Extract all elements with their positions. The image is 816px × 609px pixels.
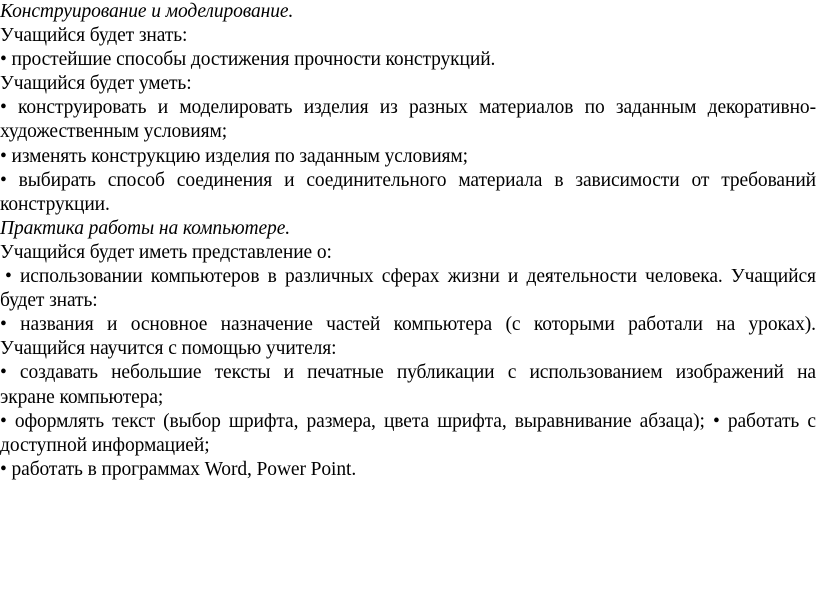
word: способ bbox=[107, 169, 165, 191]
heading-construction: Конструирование и моделирование. bbox=[0, 1, 294, 22]
word: и bbox=[507, 266, 519, 288]
word: основное bbox=[130, 314, 208, 336]
word: жизни bbox=[447, 266, 500, 288]
word: абзаца); bbox=[639, 410, 705, 432]
word: использованием bbox=[529, 362, 663, 384]
text-line: доступной информацией; bbox=[0, 434, 210, 456]
word: • bbox=[0, 97, 7, 119]
bullet-line bbox=[0, 265, 816, 289]
word: и bbox=[283, 362, 294, 384]
word: шрифта, bbox=[228, 410, 299, 432]
word: соединения bbox=[176, 169, 273, 191]
text-line: экране компьютера; bbox=[0, 386, 164, 408]
word: компьютера bbox=[393, 314, 493, 336]
word: • bbox=[0, 362, 7, 384]
word: разных bbox=[409, 97, 468, 119]
word: текст bbox=[112, 410, 156, 432]
word: от bbox=[691, 169, 710, 191]
word: изделия bbox=[303, 97, 369, 119]
word: размера, bbox=[306, 410, 376, 432]
heading-computer-practice: Практика работы на компьютере. bbox=[0, 217, 291, 239]
text-line: Учащийся научится с помощью учителя: bbox=[0, 338, 337, 360]
bullet-line bbox=[0, 361, 816, 385]
word: сферах bbox=[381, 266, 440, 288]
word: в bbox=[267, 266, 277, 288]
word: небольшие bbox=[111, 362, 202, 384]
word: оформлять bbox=[14, 410, 105, 432]
word: уроках). bbox=[748, 314, 816, 336]
word: конструировать bbox=[18, 97, 147, 119]
word: заданным bbox=[615, 97, 697, 119]
word: деятельности bbox=[526, 266, 637, 288]
word: работать bbox=[727, 410, 800, 432]
word: выбирать bbox=[18, 169, 96, 191]
word: и bbox=[106, 314, 118, 336]
bullet-line: • простейшие способы достижения прочности конструкций. bbox=[0, 49, 496, 71]
word: использовании bbox=[19, 266, 143, 288]
bullet-line bbox=[0, 410, 816, 434]
word: выравнивание bbox=[514, 410, 632, 432]
word: и bbox=[157, 97, 169, 119]
word: • bbox=[0, 410, 7, 432]
word: на bbox=[797, 362, 816, 384]
word: шрифта, bbox=[437, 410, 507, 432]
word: • bbox=[0, 314, 7, 336]
word: • bbox=[5, 266, 12, 288]
word: • bbox=[712, 410, 720, 432]
word: с bbox=[507, 362, 517, 384]
bullet-line bbox=[0, 313, 816, 337]
text-line: конструкции. bbox=[0, 193, 110, 215]
word: зависимости bbox=[575, 169, 680, 191]
word: компьютеров bbox=[150, 266, 260, 288]
word: из bbox=[379, 97, 398, 119]
word: цвета bbox=[383, 410, 430, 432]
word: названия bbox=[20, 314, 94, 336]
word: материала bbox=[458, 169, 543, 191]
text-line: художественным условиям; bbox=[0, 121, 228, 143]
word: материалов bbox=[479, 97, 574, 119]
word: на bbox=[716, 314, 736, 336]
word: в bbox=[554, 169, 564, 191]
word: назначение bbox=[220, 314, 313, 336]
text-line: Учащийся будет иметь представление о: bbox=[0, 241, 332, 263]
word: Учащийся bbox=[730, 266, 816, 288]
word: печатные bbox=[307, 362, 384, 384]
word: создавать bbox=[19, 362, 98, 384]
word: моделировать bbox=[179, 97, 293, 119]
word: (с bbox=[505, 314, 521, 336]
text-line: Учащийся будет знать: bbox=[0, 25, 188, 47]
text-line: будет знать: bbox=[0, 290, 98, 312]
bullet-line bbox=[0, 169, 816, 193]
text-line: Учащийся будет уметь: bbox=[0, 73, 192, 95]
word: требований bbox=[721, 169, 816, 191]
word: изображений bbox=[675, 362, 784, 384]
word: тексты bbox=[214, 362, 271, 384]
word: и bbox=[284, 169, 295, 191]
word: которыми bbox=[533, 314, 615, 336]
word: • bbox=[0, 169, 7, 191]
word: декоративно- bbox=[707, 97, 816, 119]
word: человека. bbox=[645, 266, 723, 288]
word: (выбор bbox=[163, 410, 221, 432]
word: с bbox=[807, 410, 816, 432]
word: работали bbox=[628, 314, 703, 336]
bullet-line: • изменять конструкцию изделия по заданным условиям; bbox=[0, 145, 468, 167]
word: соединительного bbox=[306, 169, 447, 191]
word: различных bbox=[285, 266, 374, 288]
bullet-line bbox=[0, 96, 816, 120]
bullet-line: • работать в программах Word, Power Point. bbox=[0, 458, 357, 480]
word: по bbox=[584, 97, 605, 119]
word: публикации bbox=[396, 362, 495, 384]
word: частей bbox=[326, 314, 381, 336]
